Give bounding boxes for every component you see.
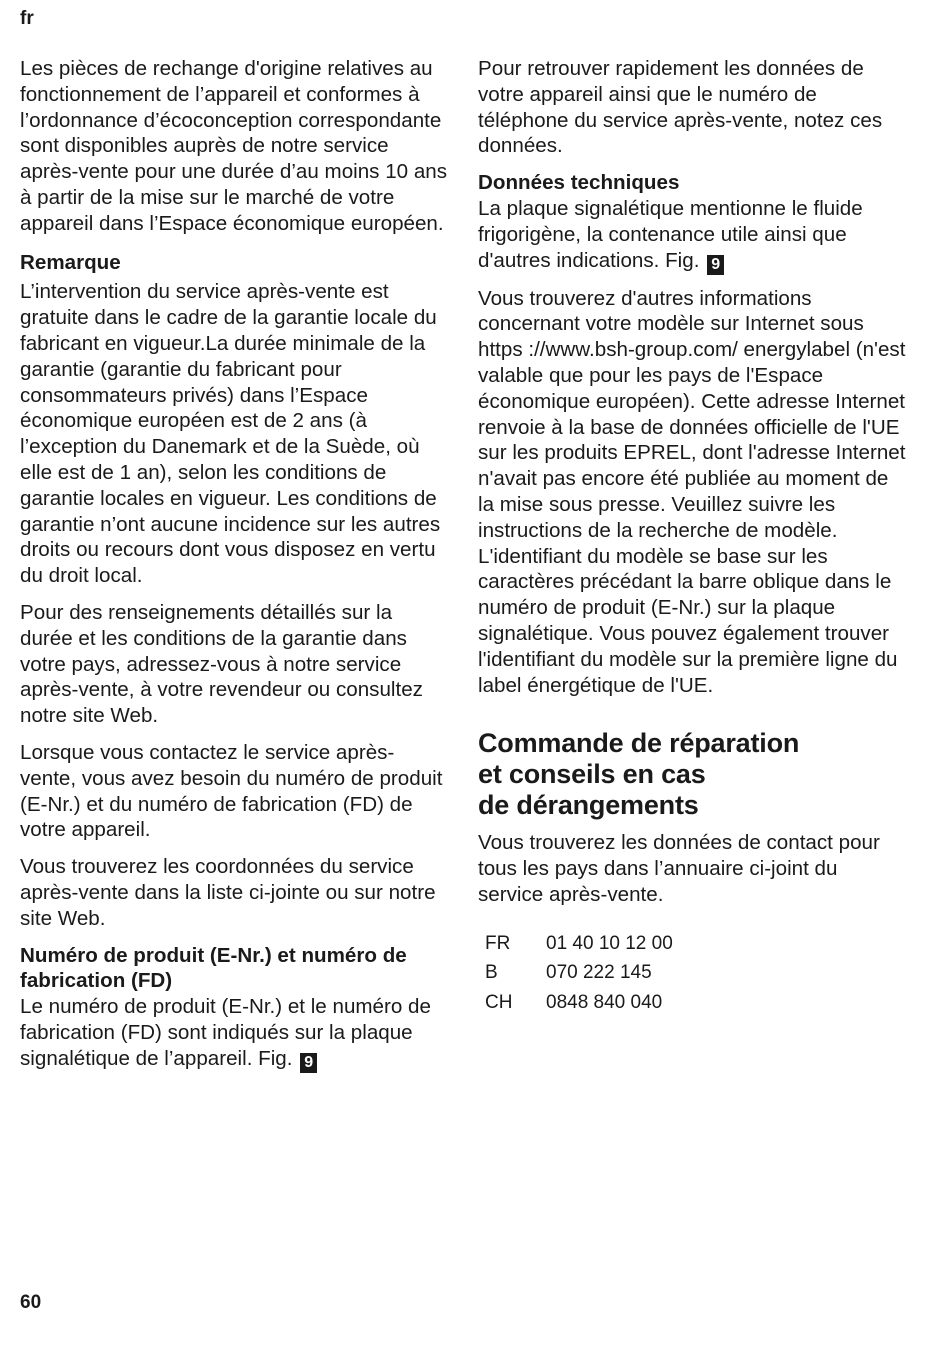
country-code: B: [485, 962, 498, 984]
spare-parts-paragraph: Les pièces de rechange d'origine relatives au fonctionnement de l’appareil et conformes à l’ordonnance d’écoconception correspondante sont disponibles auprès de notre service après-vente pour une durée d’au moins 10 ans à partir de la mise sur le marché de votre appareil dans l’Espace économique européen.: [20, 57, 448, 235]
enr-fd-heading: Numéro de produit (E-Nr.) et numéro de fabrication (FD): [20, 943, 407, 993]
enr-fd-text: Le numéro de produit (E-Nr.) et le numéro de fabrication (FD) sont indiqués sur la plaque signalétique de l’appareil. Fig.: [20, 995, 431, 1070]
note-data-paragraph: Pour retrouver rapidement les données de votre appareil ainsi que le numéro de téléphone du service après-vente, notez ces données.: [478, 57, 883, 158]
technical-data-heading: Données techniques: [478, 171, 680, 195]
table-row: [478, 929, 673, 959]
table-row: [478, 988, 673, 1018]
remarque-paragraph: L’intervention du service après-vente est gratuite dans le cadre de la garantie locale du fabricant en vigueur.La durée minimale de la garantie (garantie du fabricant pour consommateurs privés) dans l’Espace économique européen est de 2 ans (à l’exception du Danemark et de la Suède, où elle est de 1 an), selon les conditions de garantie locales en vigueur. Les conditions de garantie n’ont aucune incidence sur les autres droits ou recours dont vous disposez en vertu du droit local.: [20, 280, 441, 588]
left-column: [20, 56, 450, 1073]
repair-heading-line-3: de dérangements: [478, 790, 699, 821]
contact-paragraph: Lorsque vous contactez le service après-vente, vous avez besoin du numéro de produit (E-Nr.) et du numéro de fabrication (FD) de votre appareil.: [20, 740, 443, 842]
technical-data-paragraph: [478, 196, 908, 275]
phone-number: 070 222 145: [546, 962, 652, 984]
country-code: CH: [485, 991, 513, 1013]
repair-heading-line-1: Commande de réparation: [478, 728, 800, 759]
language-label: fr: [20, 8, 34, 29]
phone-number: 0848 840 040: [546, 991, 663, 1013]
phone-table: [478, 929, 673, 1018]
coordinates-paragraph: Vous trouverez les coordonnées du service après-vente dans la liste ci-jointe ou sur notre site Web.: [20, 855, 436, 930]
remarque-heading: Remarque: [20, 250, 121, 274]
technical-data-text: La plaque signalétique mentionne le fluide frigorigène, la contenance utile ainsi que d'autres indications. Fig.: [478, 196, 863, 272]
page-number: 60: [20, 1292, 42, 1313]
phone-number: 01 40 10 12 00: [546, 932, 673, 954]
table-row: [478, 958, 673, 988]
right-column: [478, 56, 908, 1017]
repair-section-heading: [478, 728, 908, 821]
repair-paragraph: Vous trouverez les données de contact pour tous les pays dans l’annuaire ci-joint du service après-vente.: [478, 831, 880, 906]
guarantee-paragraph: Pour des renseignements détaillés sur la durée et les conditions de la garantie dans votre pays, adressez-vous à notre service après-vente, à votre revendeur ou consultez notre site Web.: [20, 600, 423, 728]
figure-9-marker: 9: [707, 255, 724, 275]
country-code: FR: [485, 932, 511, 954]
repair-heading-line-2: et conseils en cas: [478, 759, 706, 790]
eprel-paragraph: Vous trouverez d'autres informations concernant votre modèle sur Internet sous https ://www.bsh-group.com/ energylabel (n'est valable que pour les pays de l'Espace économique européen). Cette adresse Internet renvoie à la base de données officielle de l'UE sur les produits EPREL, dont l'adresse Internet n'avait pas encore été publiée au moment de la mise sous presse. Veuillez suivre les instructions de la recherche de modèle. L'identifiant du modèle se base sur les caractères précédant la barre oblique dans le numéro de produit (E-Nr.) sur la plaque signalétique. Vous pouvez également trouver l'identifiant du modèle sur la première ligne du label énergétique de l'UE.: [478, 286, 906, 697]
enr-fd-paragraph: [20, 994, 450, 1073]
figure-9-marker: 9: [300, 1053, 317, 1073]
